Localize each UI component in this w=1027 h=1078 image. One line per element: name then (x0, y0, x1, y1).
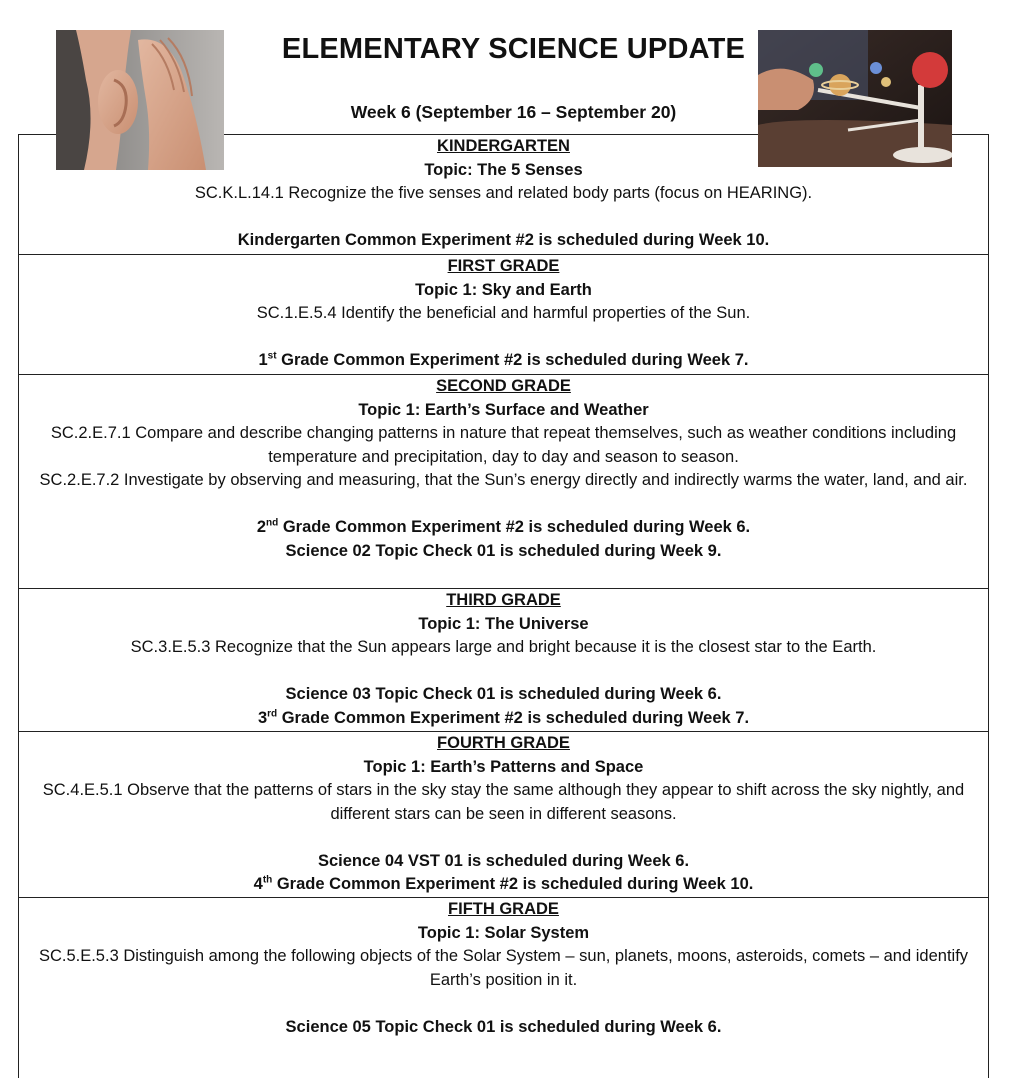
schedule-note: 4th Grade Common Experiment #2 is scheduled during Week 10. (253, 874, 754, 893)
schedule-note: Science 02 Topic Check 01 is scheduled during Week 9. (285, 541, 722, 560)
grade-heading: SECOND GRADE (436, 377, 571, 395)
grade-heading: FIFTH GRADE (448, 900, 559, 918)
schedule-note: Science 03 Topic Check 01 is scheduled during Week 6. (285, 685, 722, 703)
standard-text: SC.2.E.7.2 Investigate by observing and measuring, that the Sun’s energy directly and indirectly warms the water, land, and air. (39, 471, 968, 489)
schedule-note: Science 04 VST 01 is scheduled during Week 6. (317, 851, 690, 870)
topic-heading: Topic 1: Solar System (417, 923, 590, 942)
grade-heading: KINDERGARTEN (437, 137, 570, 155)
topic-heading: Topic: The 5 Senses (424, 160, 583, 179)
schedule-note: 3rd Grade Common Experiment #2 is scheduled during Week 7. (257, 708, 750, 727)
section-fourth-grade (19, 732, 988, 898)
topic-heading: Topic 1: The Universe (418, 614, 589, 633)
page-title: ELEMENTARY SCIENCE UPDATE (281, 33, 746, 65)
solar-system-model-image (758, 30, 952, 167)
topic-heading: Topic 1: Sky and Earth (415, 280, 592, 299)
grade-heading: THIRD GRADE (446, 591, 561, 609)
standard-text: SC.5.E.5.3 Distinguish among the following objects of the Solar System – sun, planets, moons, asteroids, comets – and identify Earth’s position in it. (38, 947, 969, 989)
ear-listening-image (56, 30, 224, 170)
topic-heading: Topic 1: Earth’s Surface and Weather (358, 400, 649, 419)
schedule-note: 1st Grade Common Experiment #2 is scheduled during Week 7. (258, 350, 749, 369)
week-subtitle: Week 6 (September 16 – September 20) (350, 102, 677, 122)
section-second-grade (19, 375, 988, 589)
standard-text: SC.2.E.7.1 Compare and describe changing patterns in nature that repeat themselves, such as weather conditions including temperature and precipitation, day to day and season to season. (50, 424, 957, 466)
grade-sections (18, 134, 989, 1078)
section-third-grade (19, 589, 988, 732)
grade-heading: FOURTH GRADE (437, 734, 570, 752)
grade-heading: FIRST GRADE (447, 257, 560, 275)
standard-text: SC.3.E.5.3 Recognize that the Sun appears large and bright because it is the closest star to the Earth. (130, 638, 877, 656)
standard-text: SC.4.E.5.1 Observe that the patterns of stars in the sky stay the same although they appear to shift across the sky nightly, and different stars can be seen in different seasons. (42, 781, 965, 823)
topic-heading: Topic 1: Earth’s Patterns and Space (363, 757, 644, 776)
standard-text: SC.1.E.5.4 Identify the beneficial and harmful properties of the Sun. (256, 304, 751, 322)
schedule-note: Science 05 Topic Check 01 is scheduled during Week 6. (285, 1017, 722, 1036)
standard-text: SC.K.L.14.1 Recognize the five senses and related body parts (focus on HEARING). (194, 184, 813, 202)
schedule-note: 2nd Grade Common Experiment #2 is scheduled during Week 6. (256, 517, 751, 536)
section-fifth-grade (19, 898, 988, 1078)
schedule-note: Kindergarten Common Experiment #2 is scheduled during Week 10. (237, 231, 770, 249)
section-first-grade (19, 255, 988, 375)
